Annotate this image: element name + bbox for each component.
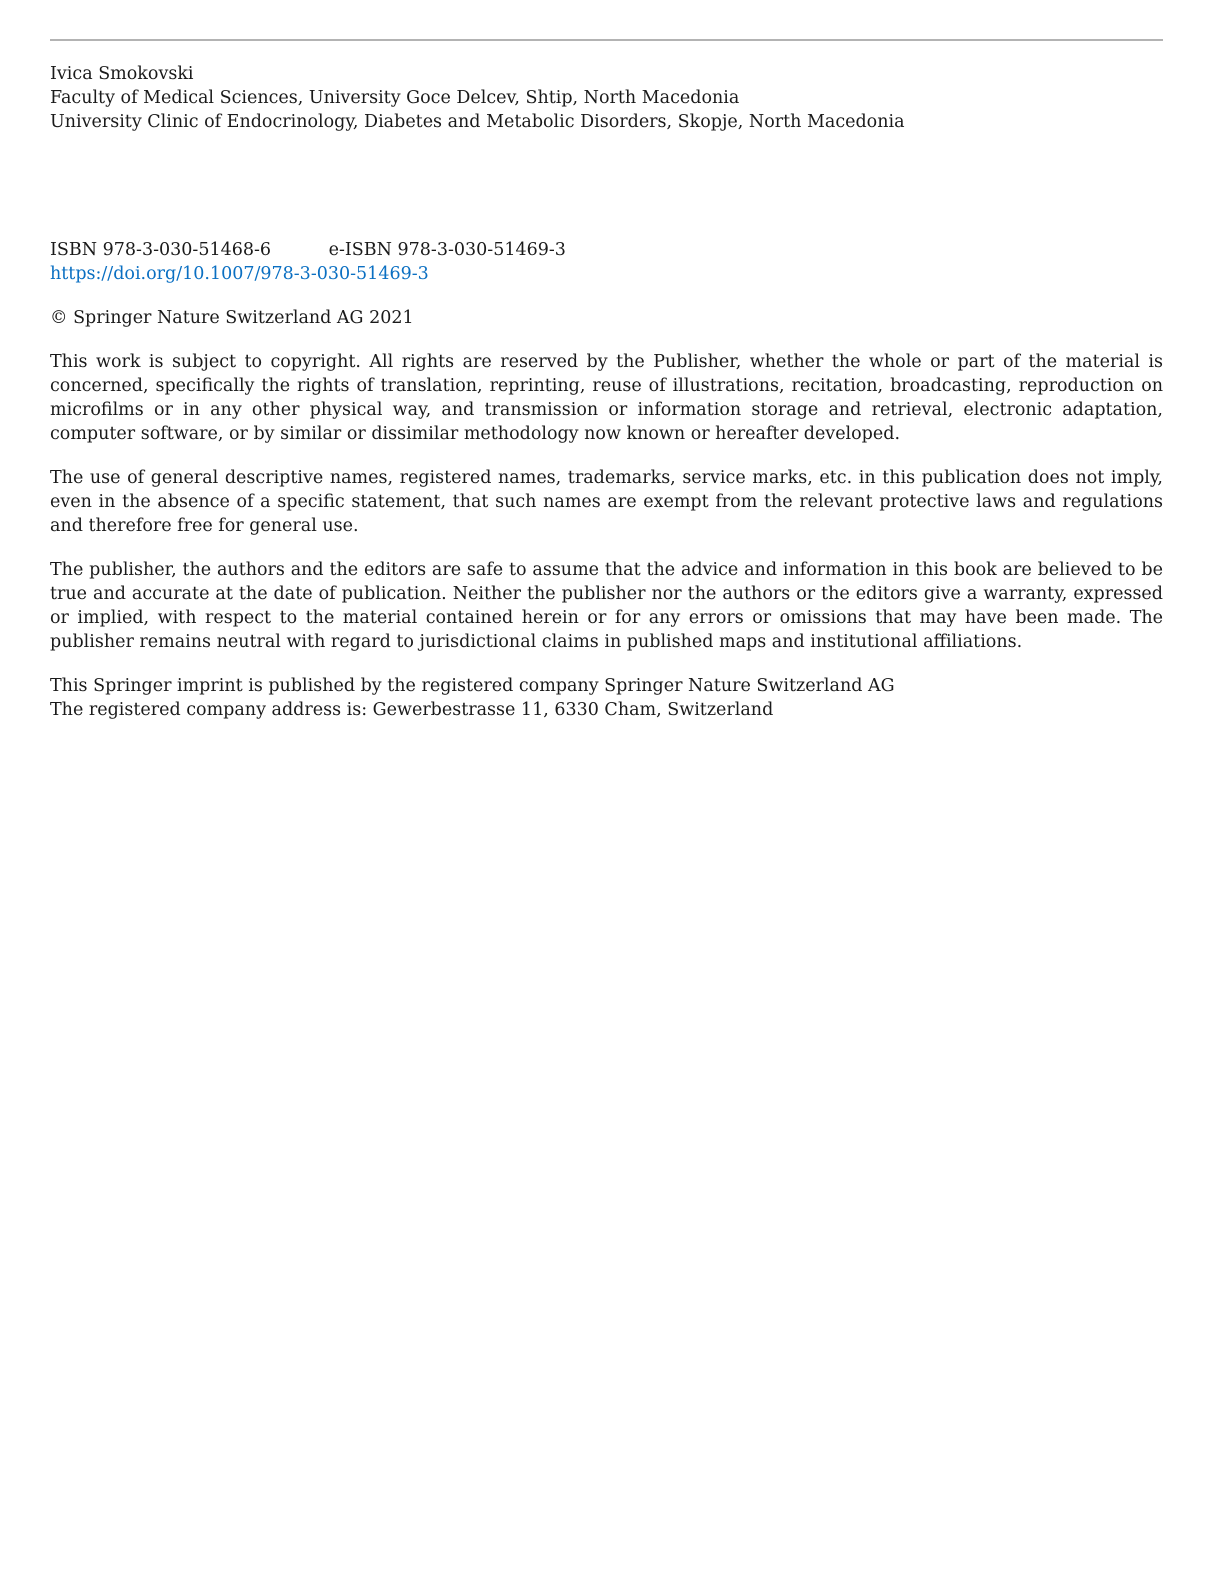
imprint-line-1: This Springer imprint is published by the registered company Springer Nature Switzerland AG xyxy=(50,676,895,696)
header-rule xyxy=(50,39,1163,41)
author-affiliation-2: University Clinic of Endocrinology, Diabetes and Metabolic Disorders, Skopje, North Macedonia xyxy=(50,112,905,132)
rights-paragraph: This work is subject to copyright. All rights are reserved by the Publisher, whether the whole or part of the material is concerned, specifically the rights of translation, reprinting, reuse of illustrations, recitation, broadcasting, reproduction on microfilms or in any other physical way, and transmission or information storage and retrieval, electronic adaptation, computer software, or by similar or dissimilar methodology now known or hereafter developed. xyxy=(50,352,1163,444)
author-block xyxy=(50,62,1163,134)
author-name: Ivica Smokovski xyxy=(50,64,194,84)
imprint-line-2: The registered company address is: Gewerbestrasse 11, 6330 Cham, Switzerland xyxy=(50,700,774,720)
imprint-block xyxy=(50,674,1163,722)
copyright-notice: © Springer Nature Switzerland AG 2021 xyxy=(50,308,414,328)
isbn-row xyxy=(50,238,1163,262)
isbn: ISBN 978-3-030-51468-6 xyxy=(50,240,272,260)
doi-link[interactable]: https://doi.org/10.1007/978-3-030-51469-3 xyxy=(50,264,429,284)
disclaimer-paragraph: The publisher, the authors and the editors are safe to assume that the advice and information in this book are believed to be true and accurate at the date of publication. Neither the publisher nor the authors or the editors give a warranty, expressed or implied, with respect to the material contained herein or for any errors or omissions that may have been made. The publisher remains neutral with regard to jurisdictional claims in published maps and institutional affiliations. xyxy=(50,560,1163,652)
author-affiliation-1: Faculty of Medical Sciences, University Goce Delcev, Shtip, North Macedonia xyxy=(50,88,740,108)
identifier-block xyxy=(50,238,1163,286)
trademarks-paragraph: The use of general descriptive names, registered names, trademarks, service marks, etc. in this publication does not imply, even in the absence of a specific statement, that such names are exempt from the relevant protective laws and regulations and therefore free for general use. xyxy=(50,468,1163,536)
e-isbn: e-ISBN 978-3-030-51469-3 xyxy=(328,240,566,260)
